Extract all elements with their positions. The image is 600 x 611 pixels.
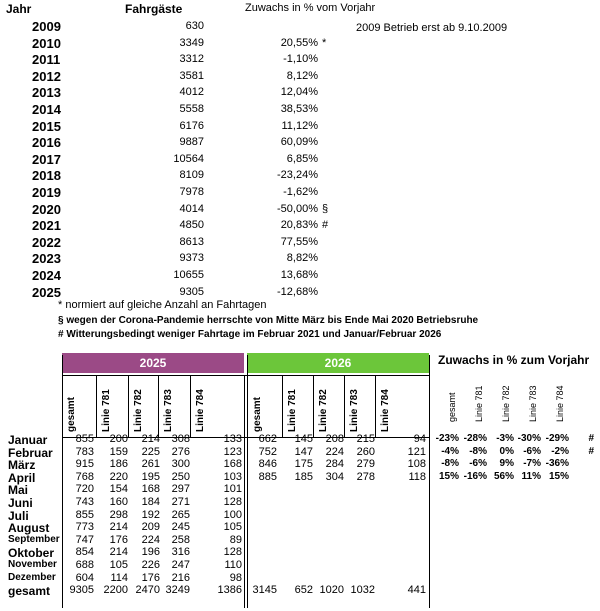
note-2009: 2009 Betrieb erst ab 9.10.2009 [356,22,508,34]
value-2026: 752 [258,445,277,458]
growth-value: -8% [469,445,487,457]
passenger-count: 9373 [179,252,204,265]
value-2026: 652 [294,584,313,597]
value-2025: 9305 [69,584,94,597]
value-2025: 209 [141,521,160,534]
value-2025: 176 [141,571,160,584]
column-header: Linie 782 [318,389,329,432]
passenger-count: 5558 [179,103,204,115]
grid-line [313,375,314,437]
growth-value: 0% [499,445,514,457]
value-2025: 154 [109,483,128,496]
passenger-count: 6176 [179,119,204,132]
value-2025: 214 [109,546,128,559]
growth-column-header: Linie 782 [501,385,511,422]
value-2026: 260 [356,445,375,458]
value-2025: 196 [141,546,160,559]
passenger-count: 9887 [179,136,204,149]
value-2025: 773 [75,521,94,534]
month-label: August [8,521,50,536]
growth-value: 15% [548,470,569,482]
growth-column-header: Linie 783 [528,385,538,422]
grid-line [429,355,430,608]
value-2025: 128 [223,546,242,559]
year-label: 2013 [32,85,61,101]
growth-value: -6% [469,458,487,470]
value-2025: 688 [75,559,94,571]
value-2025: 214 [109,521,128,534]
value-2025: 133 [223,433,242,445]
value-2025: 300 [171,458,190,471]
growth-percent: -12,68% [277,285,318,298]
value-2026: 94 [413,433,426,445]
value-2026: 185 [294,470,313,483]
growth-percent: -50,00% [277,202,318,215]
column-header: Linie 784 [380,389,391,432]
value-2026: 224 [325,445,344,458]
value-2026: 279 [356,458,375,471]
value-2025: 216 [171,571,190,584]
grid-line [344,375,345,437]
passenger-count: 3312 [179,53,204,66]
growth-percent: 8,82% [286,252,318,265]
year-label: 2022 [32,234,61,250]
value-2025: 1386 [217,584,242,597]
value-2025: 3249 [165,584,190,597]
value-2025: 160 [109,496,128,508]
growth-percent: -1,10% [283,53,318,66]
year-label: 2019 [32,185,61,200]
value-2025: 226 [141,559,160,571]
growth-percent: -23,24% [277,169,318,182]
value-2025: 220 [109,470,128,483]
value-2026: 208 [325,433,344,445]
growth-value: 11% [521,470,541,482]
value-2025: 184 [141,496,160,508]
value-2025: 604 [75,571,94,584]
year-label: 2016 [32,135,61,151]
value-2026: 147 [294,445,313,458]
passenger-count: 8613 [179,235,204,248]
growth-percent: 13,68% [280,269,318,281]
month-label: Februar [8,445,53,460]
value-2026: 846 [258,458,277,471]
year-label: 2020 [32,201,61,217]
year-label: 2010 [32,35,61,51]
growth-value: -4% [441,445,459,457]
value-2025: 720 [75,483,94,496]
footnote-star: * normiert auf gleiche Anzahl an Fahrtagen [58,299,267,311]
value-2025: 245 [171,521,190,534]
growth-value: -6% [523,445,541,457]
value-2025: 768 [75,470,94,483]
year-label: 2011 [32,52,61,68]
month-label: Oktober [8,546,55,561]
growth-percent: 77,55% [280,235,318,248]
year-label: 2017 [32,151,61,167]
value-2026: 441 [407,584,426,597]
value-2025: 114 [110,571,128,584]
band-2025: 2025 [62,353,244,373]
growth-marker: # [588,445,594,457]
grid-line [282,375,283,437]
value-2025: 854 [75,546,94,559]
value-2025: 192 [141,508,160,521]
month-label: Mai [8,483,29,498]
value-2025: 250 [171,470,190,483]
growth-marker: # [588,433,594,444]
value-2025: 743 [75,496,94,508]
value-2026: 3145 [252,584,277,597]
value-2026: 304 [325,470,344,483]
growth-percent: 20,83% [280,219,318,232]
passenger-count: 4014 [179,202,204,215]
value-2026: 1020 [319,584,344,597]
value-2025: 123 [223,445,242,458]
growth-percent: 60,09% [280,136,318,149]
growth-column-header: Linie 781 [474,385,484,422]
value-2025: 316 [171,546,190,559]
value-2025: 168 [223,458,242,471]
value-2025: 224 [141,533,160,546]
footnote-marker: * [322,36,327,49]
value-2025: 103 [223,470,242,483]
value-2026: 121 [407,445,426,458]
month-label: Juli [8,508,29,523]
value-2025: 89 [229,533,242,546]
value-2025: 128 [223,496,242,508]
month-label: September [8,533,60,545]
value-2025: 225 [141,445,160,458]
grid-line [96,375,97,437]
value-2025: 105 [223,521,242,534]
value-2025: 110 [224,559,242,571]
value-2025: 915 [75,458,94,471]
passenger-count: 10655 [173,269,204,281]
value-2025: 276 [171,445,190,458]
month-label: Juni [8,496,33,510]
growth-percent: 38,53% [280,103,318,115]
grid-line [158,375,159,437]
footnote-marker: # [322,219,329,232]
grid-line [128,375,129,437]
growth-column-header: Linie 784 [555,385,565,422]
growth-value: -8% [441,458,459,470]
passenger-count: 3581 [179,69,204,82]
growth-percent: 20,55% [280,36,318,49]
column-header: Linie 781 [287,389,298,432]
month-label: Dezember [8,571,56,583]
value-2025: 298 [109,508,128,521]
value-2026: 662 [258,433,277,445]
passenger-count: 630 [185,20,204,32]
value-2025: 176 [109,533,128,546]
month-label: gesamt [8,584,51,599]
grid-line [62,355,63,608]
value-2025: 2470 [135,584,160,597]
value-2025: 168 [141,483,160,496]
grid-line [62,375,429,376]
year-label: 2018 [32,168,61,184]
value-2025: 186 [109,458,128,471]
grid-line [375,375,376,437]
column-header: gesamt [252,396,263,432]
value-2025: 247 [171,559,190,571]
passenger-count: 4850 [179,219,204,232]
value-2025: 297 [171,483,190,496]
growth-value: -3% [496,433,514,444]
growth-value: -30% [517,433,541,444]
growth-value: -36% [545,458,569,470]
growth-value: 9% [499,458,514,470]
growth-value: -2% [551,445,569,457]
year-label: 2023 [32,251,61,267]
year-label: 2021 [32,218,61,234]
year-label: 2025 [32,284,61,300]
growth-column-header: gesamt [447,392,457,422]
value-2026: 885 [258,470,277,483]
value-2025: 98 [229,571,242,584]
value-2026: 175 [294,458,313,471]
grid-line [244,375,245,608]
year-label: 2014 [32,102,61,117]
value-2025: 855 [75,433,94,445]
passenger-count: 9305 [179,285,204,298]
value-2025: 200 [109,433,128,445]
growth-percent: 12,04% [280,86,318,99]
growth-value: -16% [463,470,487,482]
grid-line [190,375,191,437]
column-header: Linie 784 [195,389,206,432]
column-header: Linie 783 [163,389,174,432]
value-2025: 100 [223,508,242,521]
value-2025: 258 [171,533,190,546]
value-2025: 265 [171,508,190,521]
band-2026: 2026 [247,353,429,373]
value-2025: 747 [75,533,94,546]
year-label: 2009 [32,19,61,34]
year-label: 2024 [32,268,61,283]
value-2026: 278 [356,470,375,483]
passenger-count: 3349 [179,36,204,49]
growth-title: Zuwachs in % zum Vorjahr [438,353,590,367]
value-2025: 214 [141,433,160,445]
value-2025: 159 [109,445,128,458]
value-2025: 101 [223,483,242,496]
growth-percent: 6,85% [286,152,318,165]
value-2025: 195 [141,470,160,483]
footnote-paragraph: § wegen der Corona-Pandemie herrschte von Mitte März bis Ende Mai 2020 Betriebsruhe [58,315,479,326]
growth-value: -29% [545,433,569,444]
header-zuwachs: Zuwachs in % vom Vorjahr [245,2,376,14]
footnote-marker: § [322,202,329,215]
growth-percent: 11,12% [281,119,318,132]
month-label: April [8,470,36,485]
value-2025: 308 [171,433,190,445]
growth-percent: -1,62% [283,186,318,198]
growth-value: -28% [463,433,487,444]
month-label: März [8,458,36,473]
growth-value: -23% [435,433,459,444]
value-2025: 271 [171,496,190,508]
growth-value: -7% [523,458,541,470]
passenger-count: 10564 [173,152,204,165]
value-2025: 855 [75,508,94,521]
column-header: Linie 782 [133,389,144,432]
value-2026: 284 [325,458,344,471]
value-2025: 783 [75,445,94,458]
column-header: gesamt [66,396,77,432]
value-2025: 2200 [103,584,128,597]
value-2025: 105 [109,559,128,571]
value-2025: 261 [141,458,160,471]
passenger-count: 7978 [179,186,204,198]
growth-value: 56% [493,470,514,482]
value-2026: 118 [408,470,426,483]
column-header: Linie 781 [101,389,112,432]
header-jahr: Jahr [6,2,32,16]
column-header: Linie 783 [349,389,360,432]
footnote-hash: # Witterungsbedingt weniger Fahrtage im Februar 2021 und Januar/Februar 2026 [58,329,442,340]
month-label: November [8,559,57,570]
value-2026: 108 [407,458,426,471]
value-2026: 215 [356,433,375,445]
passenger-count: 4012 [179,86,204,99]
header-fahrgaeste: Fahrgäste [125,2,183,16]
year-label: 2015 [32,118,61,134]
growth-value: 15% [438,470,459,482]
value-2026: 145 [294,433,313,445]
growth-percent: 8,12% [286,69,318,82]
year-label: 2012 [32,68,61,84]
month-label: Januar [8,433,48,447]
passenger-count: 8109 [179,169,204,182]
value-2026: 1032 [350,584,375,597]
